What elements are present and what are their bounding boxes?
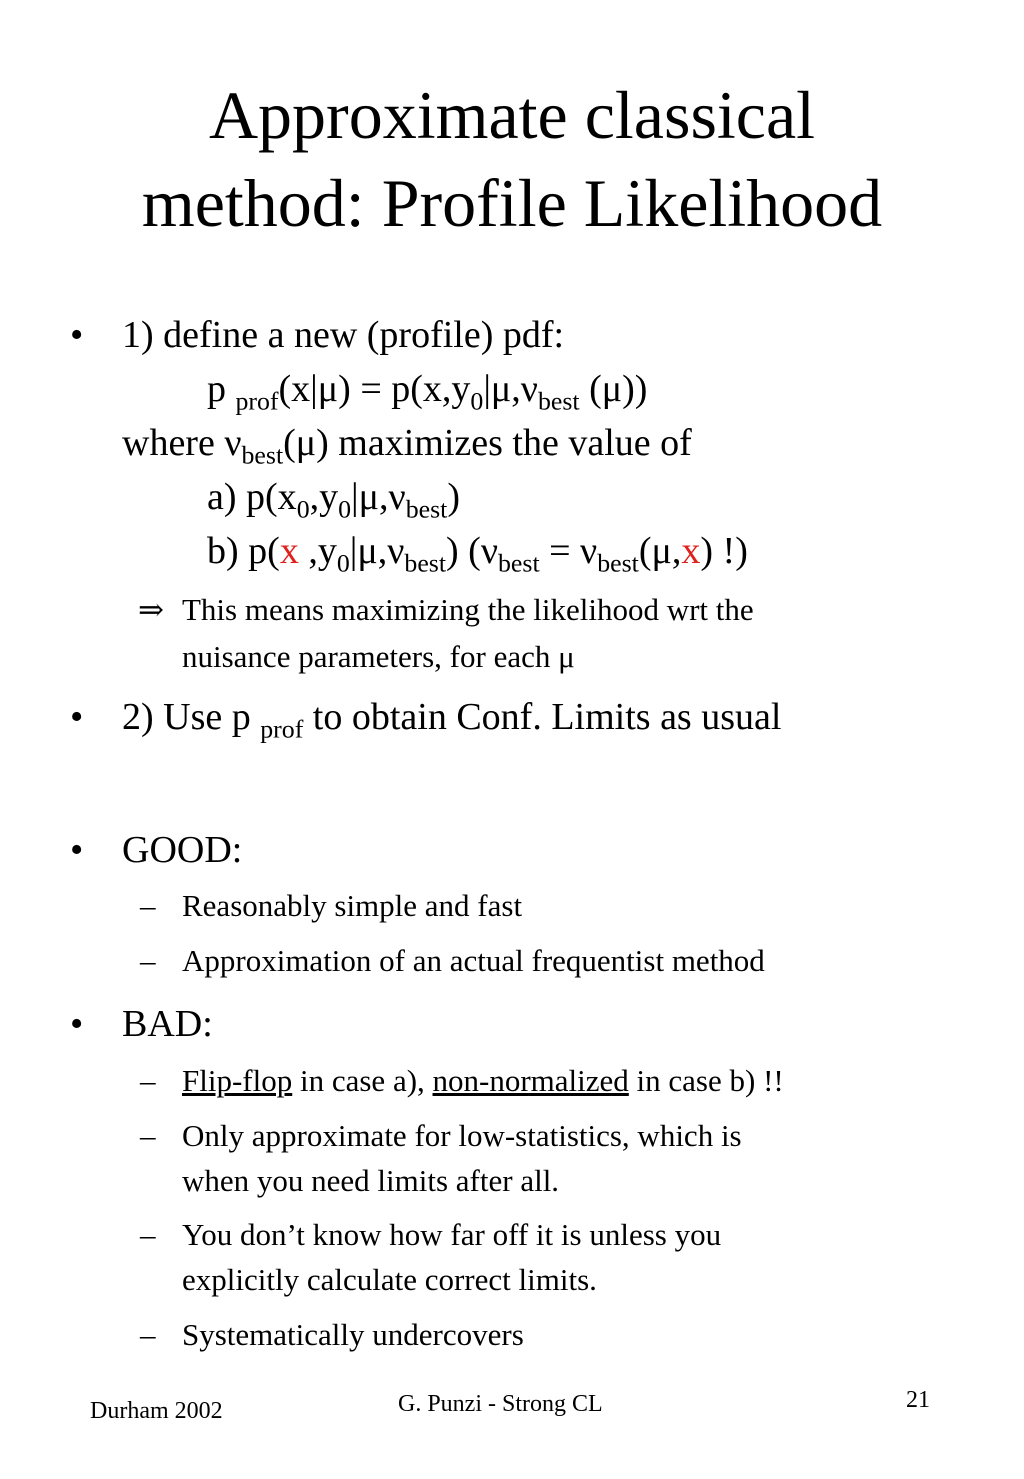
case-a-expression: a) $p(x_0,y_0|\mu,\nu_{best})$	[207, 476, 460, 524]
non-normalized-underlined: non-normalized	[432, 1063, 629, 1098]
bullet-step2: •	[70, 696, 84, 738]
bad-item: Systematically undercovers	[182, 1317, 524, 1352]
dash-marker: –	[140, 1118, 156, 1153]
footer-left: Durham 2002	[90, 1398, 223, 1424]
case-b-expression: b) p(x $,y_0|\mu,\nu_{best}$) ($\nu_{best} = \nu_{best}(\mu,x)$ !)	[207, 530, 748, 578]
bullet-bad: •	[70, 1003, 84, 1045]
good-item: Approximation of an actual frequentist method	[182, 943, 765, 978]
bullet-step1: •	[70, 314, 84, 356]
footer-center: G. Punzi - Strong CL	[398, 1391, 603, 1417]
dash-marker: –	[140, 1317, 156, 1352]
bad-heading: BAD:	[122, 1003, 213, 1045]
step2-text: 2) Use p $_{prof}$ to obtain Conf. Limits as usual	[122, 696, 782, 744]
good-heading: GOOD:	[122, 829, 243, 871]
bad-item-line: You don’t know how far off it is unless you	[182, 1217, 722, 1252]
good-item: Reasonably simple and fast	[182, 888, 523, 923]
note-line-1: This means maximizing the likelihood wrt the	[182, 592, 754, 627]
slide-title-line-2: method: Profile Likelihood	[141, 165, 883, 241]
where-nu-best-line: where $\nu_{best}(\mu)$ maximizes the value of	[122, 422, 692, 470]
step1-text: 1) define a new (profile) pdf:	[122, 314, 565, 356]
dash-marker: –	[140, 1217, 156, 1252]
profile-pdf-equation: p $_{prof}(x|\mu) = p(x,y_0|\mu,\nu_{best}$ (μ))	[207, 368, 648, 416]
bad-item-line: explicitly calculate correct limits.	[182, 1262, 597, 1297]
page-number: 21	[906, 1387, 930, 1413]
flip-flop-underlined: Flip-flop	[182, 1063, 293, 1098]
note-line-2: nuisance parameters, for each μ	[182, 639, 575, 674]
dash-marker: –	[140, 1063, 156, 1098]
bad-item-line: when you need limits after all.	[182, 1163, 560, 1198]
dash-marker: –	[140, 943, 156, 978]
dash-marker: –	[140, 888, 156, 923]
implies-icon: ⇒	[138, 592, 164, 627]
bad-item: Flip-flop in case a), non-normalized in case b) !!	[182, 1063, 784, 1098]
slide-title-line-1: Approximate classical	[208, 77, 816, 153]
bad-item-line: Only approximate for low-statistics, which is	[182, 1118, 742, 1153]
bullet-good: •	[70, 829, 84, 871]
